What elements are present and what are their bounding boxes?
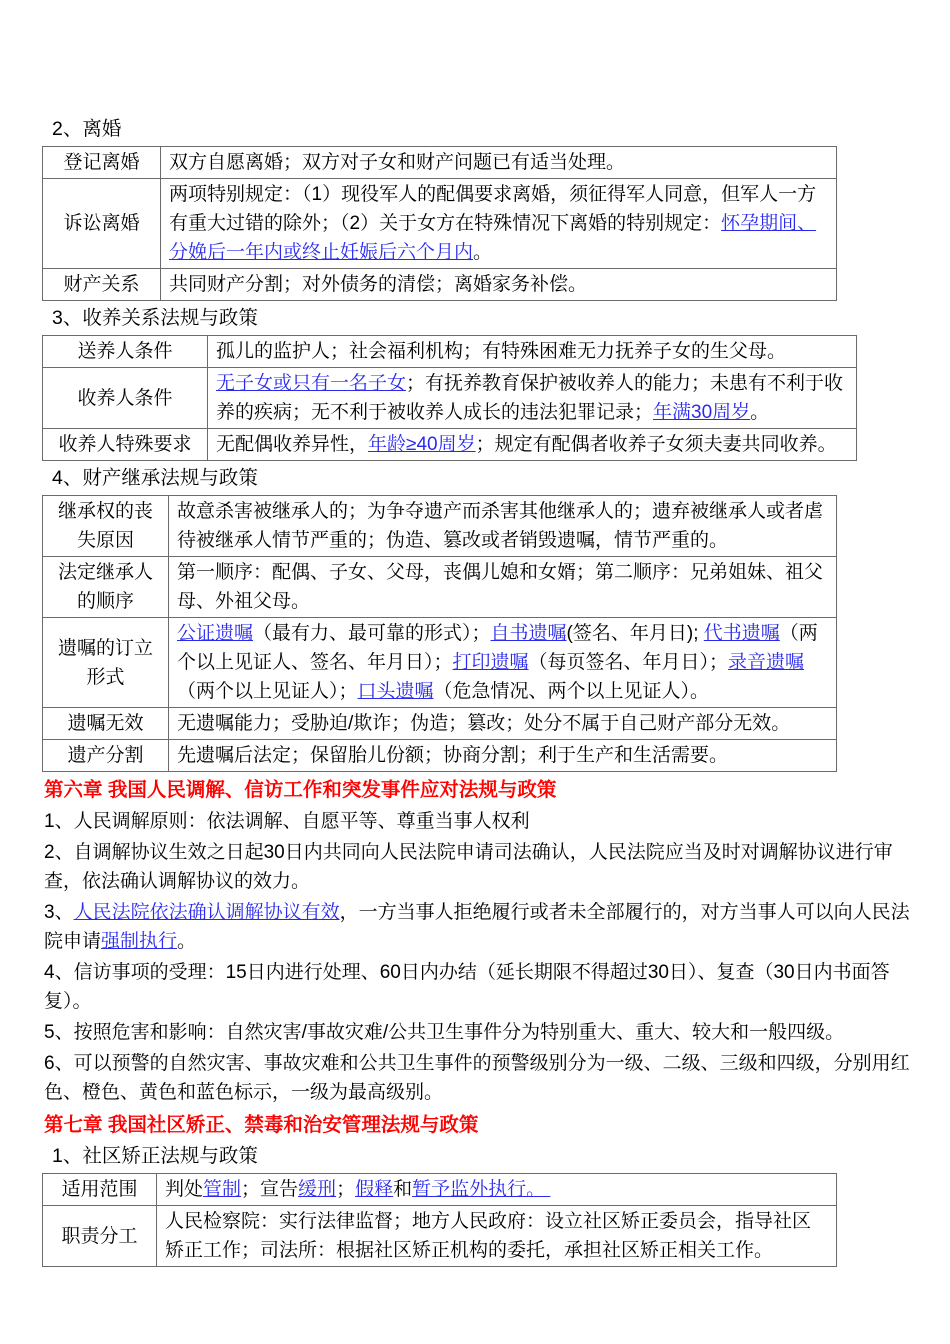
table-row xyxy=(43,618,837,708)
row-label: 法定继承人的顺序 xyxy=(43,557,169,618)
inline-link[interactable]: 人民法院依法确认调解协议有效 xyxy=(73,902,340,923)
text-run: （危急情况、两个以上见证人）。 xyxy=(433,681,710,702)
row-content xyxy=(169,496,837,557)
section-heading-community-correction: 1、社区矫正法规与政策 xyxy=(52,1145,258,1167)
inline-link[interactable]: 打印遗嘱 xyxy=(452,652,529,673)
text-run: 。 xyxy=(750,402,770,423)
row-content xyxy=(161,269,837,301)
text-run: 和 xyxy=(393,1179,413,1200)
table-row xyxy=(43,269,837,301)
text-run: 3、 xyxy=(44,902,74,923)
row-content xyxy=(161,179,837,269)
row-label: 适用范围 xyxy=(43,1174,157,1206)
inline-link[interactable]: 自书遗嘱 xyxy=(490,623,567,644)
text-run: 。 xyxy=(473,242,493,263)
text-run: 故意杀害被继承人的；为争夺遗产而杀害其他继承人的；遗弃被继承人或者虐待被继承人情节严重的；伪造、篡改或者销毁遗嘱，情节严重的。 xyxy=(177,501,824,551)
text-run: ，一方当事人拒绝履行或者未全部履行的，对方当事人可以向人民法院申请 xyxy=(44,902,910,952)
text-run: 孤儿的监护人；社会福利机构；有特殊困难无力抚养子女的生父母。 xyxy=(216,341,787,362)
inline-link[interactable]: 无子女或只有一名子女 xyxy=(216,373,407,394)
row-label: 继承权的丧失原因 xyxy=(43,496,169,557)
table-row xyxy=(43,496,837,557)
row-content xyxy=(208,336,857,368)
table-row xyxy=(43,429,857,461)
row-label: 收养人特殊要求 xyxy=(43,429,208,461)
section-heading-divorce: 2、离婚 xyxy=(52,118,122,140)
chapter7-heading: 第七章 我国社区矫正、禁毒和治安管理法规与政策 xyxy=(44,1114,479,1136)
list-item xyxy=(44,1049,910,1107)
text-run: 无配偶收养异性， xyxy=(216,434,369,455)
text-run: 。 xyxy=(177,931,197,952)
text-run: 判处 xyxy=(165,1179,204,1200)
text-run: ；有抚养教育保护被收养人的能力；未患有不利于收养的疾病；无不利于被收养人成长的违法犯罪记录； xyxy=(216,373,844,423)
table-row xyxy=(43,336,857,368)
row-label: 收养人条件 xyxy=(43,368,208,429)
list-item xyxy=(44,1018,910,1047)
table-row xyxy=(43,740,837,772)
row-label: 送养人条件 xyxy=(43,336,208,368)
text-run: （两个以上见证人）； xyxy=(177,681,358,702)
inline-link[interactable]: 假释 xyxy=(355,1179,394,1200)
table-row xyxy=(43,708,837,740)
row-content xyxy=(169,618,837,708)
inline-link[interactable]: 暂予监外执行。 xyxy=(412,1179,551,1200)
table-row xyxy=(43,1174,837,1206)
text-run: 先遗嘱后法定；保留胎儿份额；协商分割；利于生产和生活需要。 xyxy=(177,745,729,766)
list-item xyxy=(44,898,910,956)
row-content xyxy=(169,708,837,740)
text-run: ；宣告 xyxy=(241,1179,299,1200)
table-row xyxy=(43,1206,837,1267)
divorce-table xyxy=(42,146,837,301)
list-item xyxy=(44,838,910,896)
row-content xyxy=(208,429,857,461)
row-label: 财产关系 xyxy=(43,269,161,301)
community-correction-table xyxy=(42,1173,837,1267)
inline-link[interactable]: 口头遗嘱 xyxy=(357,681,434,702)
list-item xyxy=(44,958,910,1016)
row-label: 遗产分割 xyxy=(43,740,169,772)
text-run: 6、可以预警的自然灾害、事故灾难和公共卫生事件的预警级别分为一级、二级、三级和四级，分别用红色、橙色、黄色和蓝色标示，一级为最高级别。 xyxy=(44,1053,910,1103)
row-content xyxy=(169,740,837,772)
table-row xyxy=(43,557,837,618)
text-run: ； xyxy=(336,1179,356,1200)
inline-link[interactable]: 代书遗嘱 xyxy=(703,623,780,644)
text-run: 4、信访事项的受理：15日内进行处理、60日内办结（延长期限不得超过30日）、复查（30日内书面答复）。 xyxy=(44,962,890,1012)
inline-link[interactable]: 怀孕期间、分娩后一年内或终止妊娠后六个月内 xyxy=(169,213,817,263)
row-label: 职责分工 xyxy=(43,1206,157,1267)
inline-link[interactable]: 年满30周岁 xyxy=(653,402,751,423)
text-run: 共同财产分割；对外债务的清偿；离婚家务补偿。 xyxy=(169,274,588,295)
inline-link[interactable]: 公证遗嘱 xyxy=(177,623,254,644)
table-row xyxy=(43,179,837,269)
text-run: 两项特别规定：（1）现役军人的配偶要求离婚，须征得军人同意，但军人一方有重大过错的除外；（2）关于女方在特殊情况下离婚的特别规定： xyxy=(169,184,817,234)
text-run: （每页签名、年月日）； xyxy=(528,652,729,673)
inline-link[interactable]: 缓刑 xyxy=(298,1179,337,1200)
row-content xyxy=(157,1174,837,1206)
text-run: 人民检察院：实行法律监督；地方人民政府：设立社区矫正委员会，指导社区矫正工作；司法所：根据社区矫正机构的委托，承担社区矫正相关工作。 xyxy=(165,1211,812,1261)
row-content xyxy=(161,147,837,179)
text-run: ；规定有配偶者收养子女须夫妻共同收养。 xyxy=(475,434,837,455)
table-row xyxy=(43,368,857,429)
chapter6-heading: 第六章 我国人民调解、信访工作和突发事件应对法规与政策 xyxy=(44,779,557,801)
inline-link[interactable]: 年龄≥40周岁 xyxy=(368,434,476,455)
text-run: 双方自愿离婚；双方对子女和财产问题已有适当处理。 xyxy=(169,152,626,173)
text-run: （两个以上见证人、签名、年月日）； xyxy=(177,623,818,673)
inline-link[interactable]: 管制 xyxy=(203,1179,242,1200)
table-row xyxy=(43,147,837,179)
text-run: 无遗嘱能力；受胁迫/欺诈；伪造；篡改；处分不属于自己财产部分无效。 xyxy=(177,713,791,734)
section-heading-adoption: 3、收养关系法规与政策 xyxy=(52,307,258,329)
row-label: 遗嘱无效 xyxy=(43,708,169,740)
row-content xyxy=(208,368,857,429)
row-label: 遗嘱的订立形式 xyxy=(43,618,169,708)
inline-link[interactable]: 强制执行 xyxy=(101,931,178,952)
row-content xyxy=(169,557,837,618)
text-run: 第一顺序：配偶、子女、父母，丧偶儿媳和女婿；第二顺序：兄弟姐妹、祖父母、外祖父母。 xyxy=(177,562,824,612)
row-label: 诉讼离婚 xyxy=(43,179,161,269)
text-run: 5、按照危害和影响：自然灾害/事故灾难/公共卫生事件分为特别重大、重大、较大和一般四级。 xyxy=(44,1022,845,1043)
row-content xyxy=(157,1206,837,1267)
text-run: 1、人民调解原则：依法调解、自愿平等、尊重当事人权利 xyxy=(44,811,530,832)
row-label: 登记离婚 xyxy=(43,147,161,179)
inline-link[interactable]: 录音遗嘱 xyxy=(728,652,805,673)
text-run: （最有力、最可靠的形式）； xyxy=(253,623,491,644)
adoption-table xyxy=(42,335,857,461)
list-item xyxy=(44,807,910,836)
section-heading-inheritance: 4、财产继承法规与政策 xyxy=(52,467,258,489)
inheritance-table xyxy=(42,495,837,772)
text-run: 2、自调解协议生效之日起30日内共同向人民法院申请司法确认，人民法院应当及时对调解协议进行审查，依法确认调解协议的效力。 xyxy=(44,842,893,892)
text-run: (签名、年月日); xyxy=(566,623,704,644)
